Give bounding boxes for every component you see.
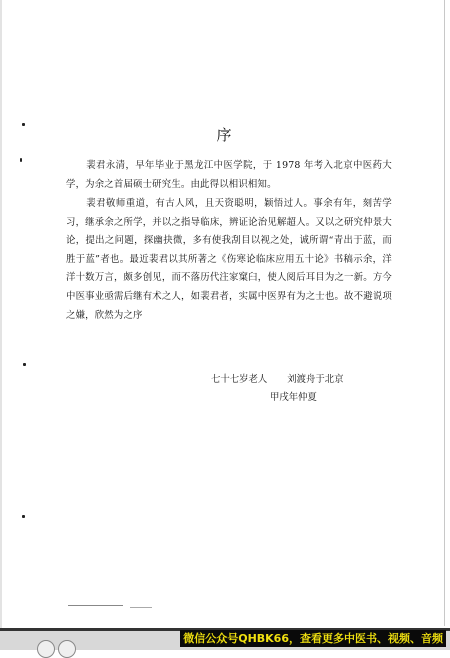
paragraph-1-text: 裴君永清，早年毕业于黑龙江中医学院，于 1978 年考入北京中医药大学，为余之首届硕士研究生。由此得以相识相知。 [66, 160, 392, 190]
page-title: 序 [216, 126, 234, 144]
signature-author-age: 七十七岁老人 [211, 374, 268, 385]
document-page [6, 0, 445, 626]
scan-artifact-line [68, 605, 123, 606]
scan-speck [20, 158, 22, 162]
nav-circle-button[interactable] [37, 640, 55, 658]
signature-line [211, 371, 344, 385]
scan-artifact-line [130, 607, 152, 608]
signature-author-name: 刘渡舟于北京 [287, 374, 344, 385]
watermark-banner: 微信公众号QHBK66，查看更多中医书、视频、音频 [180, 630, 446, 647]
signature-date: 甲戌年仲夏 [270, 392, 317, 403]
scan-speck [22, 515, 25, 518]
paragraph-1 [66, 157, 392, 194]
paragraph-2-text: 裴君敬师重道，有古人风，且天资聪明，颖悟过人。事余有年，刻苦学习，继承余之所学，并以之指导临床，辨证论治见解超人。又以之研究仲景大论，提出之问题，探幽抉微，多有使我刮目以视之处，诚所谓“青出于蓝，而胜于蓝”者也。最近裴君以其所著之《伤寒论临床应用五十论》书稿示余，洋洋十数万言，颇多创见，而不落历代注家窠臼，使人阅后耳目为之一新。方今中医事业亟需后继有术之人，如裴君者，实属中医界有为之士也。故不避说项之嫌，欣然为之序 [66, 198, 392, 321]
nav-circle-button[interactable] [58, 640, 76, 658]
paragraph-2 [66, 195, 392, 325]
scan-speck [23, 363, 26, 366]
scan-left-edge [0, 0, 2, 628]
